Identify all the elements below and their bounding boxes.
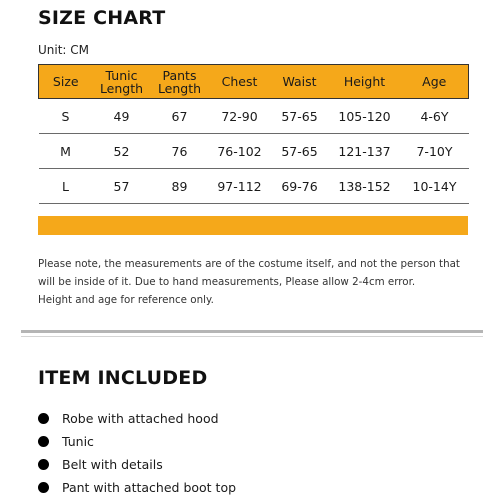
column-header-age: Age: [401, 65, 469, 99]
column-header-size: Size: [39, 65, 93, 99]
table-cell: 76: [151, 134, 209, 169]
table-cell: 4-6Y: [401, 99, 469, 134]
table-cell: 138-152: [329, 169, 401, 204]
table-cell: 67: [151, 99, 209, 134]
table-cell: 10-14Y: [401, 169, 469, 204]
table-cell: 76-102: [209, 134, 271, 169]
size-chart-title: SIZE CHART: [38, 7, 166, 29]
list-item-label: Pant with attached boot top: [62, 480, 237, 495]
column-header-chest: Chest: [209, 65, 271, 99]
list-item: [38, 476, 236, 499]
section-divider: [21, 330, 483, 333]
section-divider-thin: [21, 336, 483, 337]
table-cell: 89: [151, 169, 209, 204]
note-line: Height and age for reference only.: [38, 294, 214, 306]
list-item: [38, 430, 236, 453]
list-item: [38, 407, 236, 430]
note-line: will be inside of it. Due to hand measurements, Please allow 2-4cm error.: [38, 276, 416, 288]
bullet-icon: [38, 482, 49, 493]
note-line: Please note, the measurements are of the costume itself, and not the person that: [38, 258, 460, 270]
table-row: [39, 99, 469, 134]
table-cell: 69-76: [271, 169, 329, 204]
table-header-row: [39, 65, 469, 99]
bullet-icon: [38, 413, 49, 424]
table-cell: 7-10Y: [401, 134, 469, 169]
column-header-tunic-length: Tunic Length: [93, 65, 151, 99]
table-cell: 52: [93, 134, 151, 169]
size-chart-table: [38, 64, 469, 204]
table-cell: 49: [93, 99, 151, 134]
bullet-icon: [38, 436, 49, 447]
table-cell: 57: [93, 169, 151, 204]
list-item-label: Belt with details: [62, 457, 163, 472]
table-cell: 105-120: [329, 99, 401, 134]
table-cell: 72-90: [209, 99, 271, 134]
table-cell: L: [39, 169, 93, 204]
accent-bar: [38, 216, 468, 235]
list-item: [38, 453, 236, 476]
list-item-label: Tunic: [62, 434, 94, 449]
table-cell: 121-137: [329, 134, 401, 169]
column-header-pants-length: Pants Length: [151, 65, 209, 99]
item-list: [38, 407, 236, 499]
table-cell: 57-65: [271, 134, 329, 169]
column-header-height: Height: [329, 65, 401, 99]
table-cell: S: [39, 99, 93, 134]
table-cell: 97-112: [209, 169, 271, 204]
table-row: [39, 169, 469, 204]
list-item-label: Robe with attached hood: [62, 411, 219, 426]
table-cell: M: [39, 134, 93, 169]
unit-label: Unit: CM: [38, 43, 90, 57]
table-row: [39, 134, 469, 169]
item-included-title: ITEM INCLUDED: [38, 367, 208, 389]
bullet-icon: [38, 459, 49, 470]
measurement-note: [38, 255, 478, 309]
column-header-waist: Waist: [271, 65, 329, 99]
table-cell: 57-65: [271, 99, 329, 134]
